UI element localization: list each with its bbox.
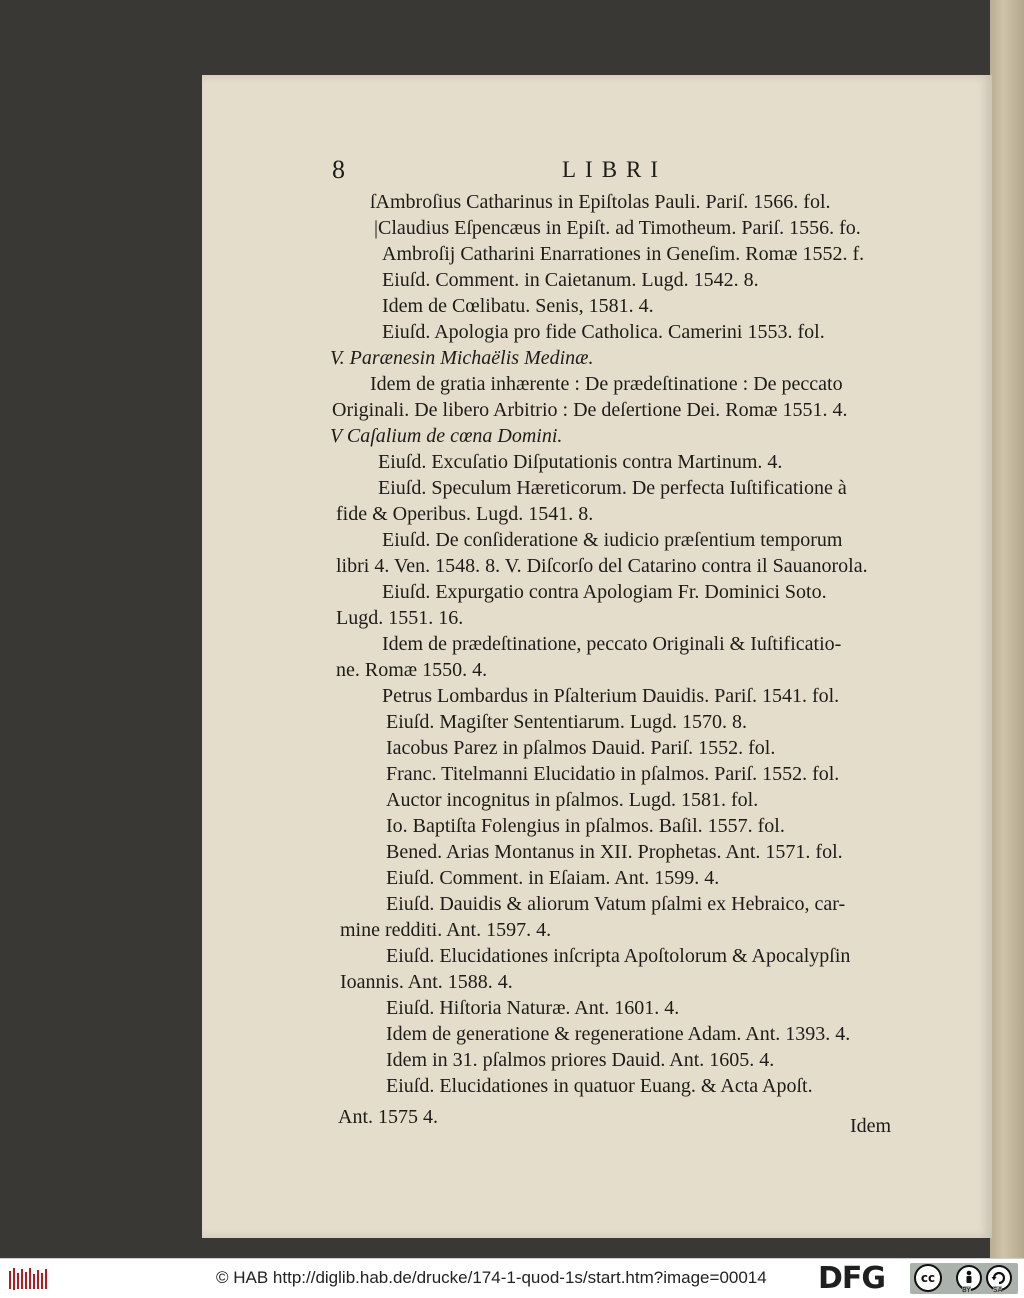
- text-line: mine redditi. Ant. 1597. 4.: [340, 919, 552, 941]
- text-line: Eiuſd. Apologia pro fide Catholica. Camerini 1553. fol.: [382, 321, 825, 343]
- cc-by-label: BY: [962, 1286, 971, 1294]
- text-line: Eiuſd. Comment. in Eſaiam. Ant. 1599. 4.: [386, 867, 720, 889]
- page-number: 8: [332, 155, 345, 184]
- cc-license-badge[interactable]: [910, 1263, 1018, 1294]
- text-line: fide & Operibus. Lugd. 1541. 8.: [336, 503, 594, 525]
- hab-library-logo-icon[interactable]: [8, 1265, 48, 1293]
- text-line: Eiuſd. Excuſatio Diſputationis contra Martinum. 4.: [378, 451, 783, 473]
- text-line: Eiuſd. Speculum Hæreticorum. De perfecta Iuſtificatione à: [378, 477, 847, 499]
- text-line: Lugd. 1551. 16.: [336, 607, 464, 629]
- text-line: Eiuſd. Elucidationes inſcripta Apoſtolorum & Apocalypſin: [386, 945, 851, 967]
- footer-attribution[interactable]: © HAB http://diglib.hab.de/drucke/174-1-quod-1s/start.htm?image=00014: [216, 1268, 767, 1287]
- text-line: Ioannis. Ant. 1588. 4.: [340, 971, 513, 993]
- catchword: Idem: [850, 1115, 892, 1137]
- viewer-footer: [0, 1258, 1024, 1298]
- text-line: Auctor incognitus in pſalmos. Lugd. 1581. fol.: [386, 789, 759, 811]
- text-line-italic: V Caſalium de cœna Domini.: [330, 425, 563, 447]
- cc-icon: cc: [914, 1264, 942, 1292]
- cc-sa-label: SA: [993, 1286, 1003, 1294]
- text-line: Idem de prædeſtinatione, peccato Originali & Iuſtificatio-: [382, 633, 842, 655]
- dfg-logo-icon[interactable]: DFG: [818, 1261, 886, 1296]
- running-head: LIBRI: [562, 157, 668, 182]
- text-line: Eiuſd. Elucidationes in quatuor Euang. & Acta Apoſt.: [386, 1075, 813, 1097]
- text-line: Franc. Titelmanni Elucidatio in pſalmos. Pariſ. 1552. fol.: [386, 763, 840, 785]
- facing-page-edge: [990, 0, 1024, 1258]
- text-line: Idem de Cœlibatu. Senis, 1581. 4.: [382, 295, 654, 317]
- text-line: Eiuſd. De conſideratione & iudicio præſentium temporum: [382, 529, 843, 551]
- text-line: Eiuſd. Comment. in Caietanum. Lugd. 1542. 8.: [382, 269, 759, 291]
- text-line: Io. Baptiſta Folengius in pſalmos. Baſil. 1557. fol.: [386, 815, 785, 837]
- text-line: libri 4. Ven. 1548. 8. V. Diſcorſo del Catarino contra il Sauanorola.: [336, 555, 868, 577]
- text-line: Ambroſij Catharini Enarrationes in Geneſim. Romæ 1552. f.: [382, 243, 865, 265]
- text-line: Eiuſd. Hiſtoria Naturæ. Ant. 1601. 4.: [386, 997, 680, 1019]
- text-line: Bened. Arias Montanus in XII. Prophetas. Ant. 1571. fol.: [386, 841, 843, 863]
- book-page: [202, 75, 992, 1238]
- text-line: Idem in 31. pſalmos priores Dauid. Ant. 1605. 4.: [386, 1049, 775, 1071]
- text-line: |Claudius Eſpencæus in Epiſt. ad Timotheum. Pariſ. 1556. fo.: [374, 217, 861, 239]
- text-line-italic: V. Parænesin Michaëlis Medinæ.: [330, 347, 594, 369]
- text-line: Idem de generatione & regeneratione Adam. Ant. 1393. 4.: [386, 1023, 851, 1045]
- text-line: Idem de gratia inhærente : De prædeſtinatione : De peccato: [370, 373, 843, 395]
- text-line: Ant. 1575 4.: [338, 1106, 438, 1128]
- text-line: Eiuſd. Expurgatio contra Apologiam Fr. Dominici Soto.: [382, 581, 827, 603]
- text-line: ne. Romæ 1550. 4.: [336, 659, 488, 681]
- text-line: Eiuſd. Magiſter Sententiarum. Lugd. 1570. 8.: [386, 711, 748, 733]
- text-line: Originali. De libero Arbitrio : De deſertione Dei. Romæ 1551. 4.: [332, 399, 848, 421]
- text-line: Eiuſd. Dauidis & aliorum Vatum pſalmi ex Hebraico, car-: [386, 893, 846, 915]
- text-line: Petrus Lombardus in Pſalterium Dauidis. Pariſ. 1541. fol.: [382, 685, 840, 707]
- text-line: Iacobus Parez in pſalmos Dauid. Pariſ. 1552. fol.: [386, 737, 776, 759]
- text-line: ſAmbroſius Catharinus in Epiſtolas Pauli. Pariſ. 1566. fol.: [370, 191, 831, 213]
